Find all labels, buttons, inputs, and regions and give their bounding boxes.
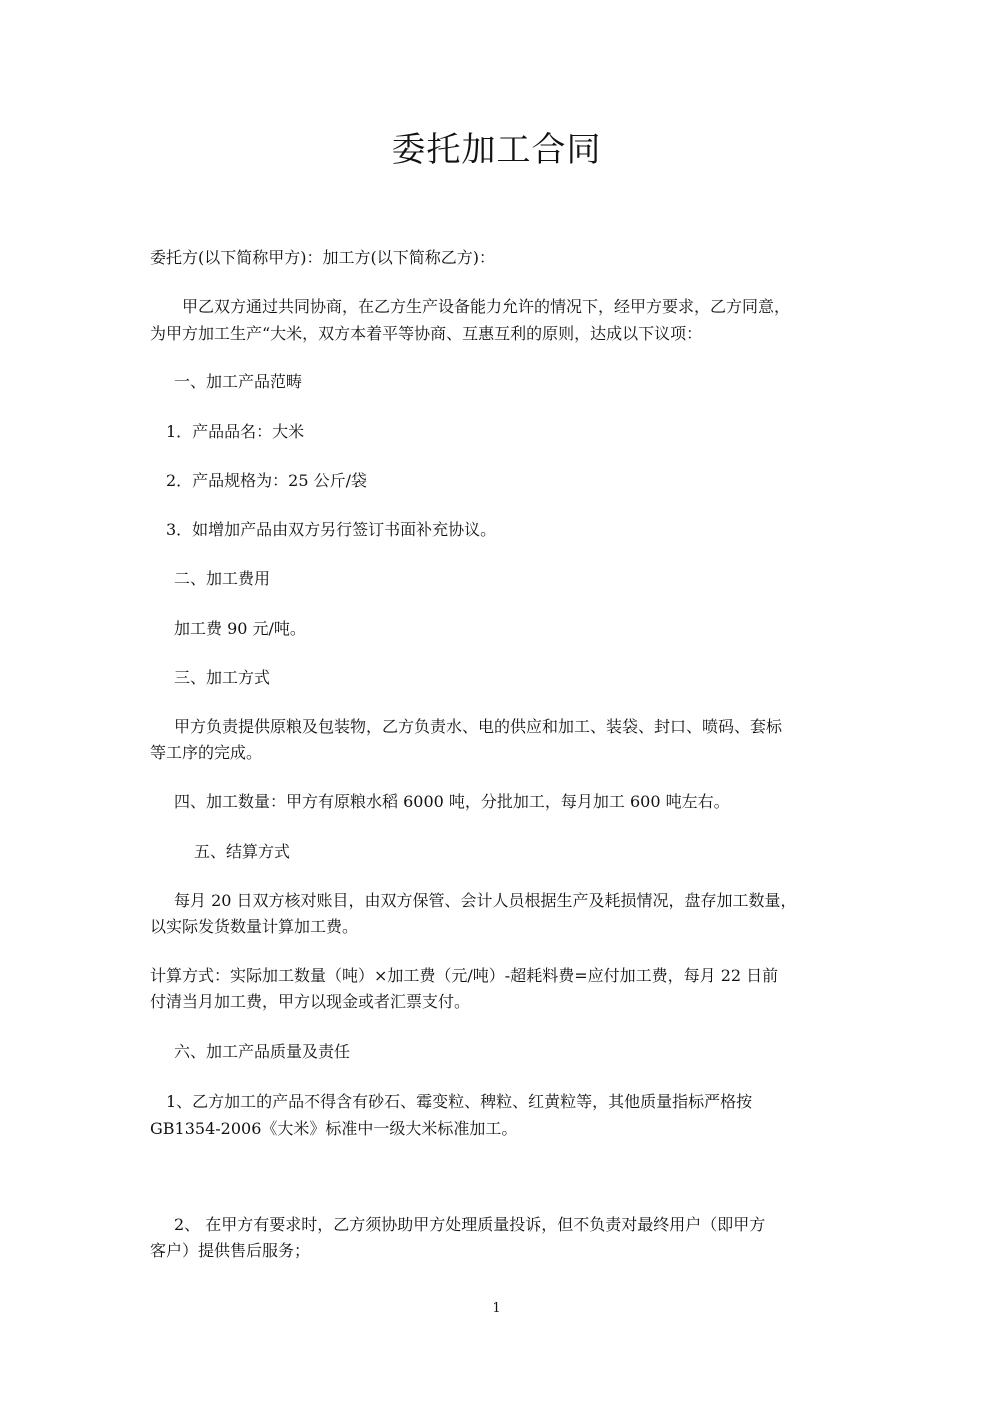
section1-heading: 一、加工产品范畴: [174, 372, 303, 391]
section1-item3: 3．如增加产品由双方另行签订书面补充协议。: [166, 520, 497, 539]
section3-heading: 三、加工方式: [174, 668, 271, 687]
section5-text-line1: 每月 20 日双方核对账目，由双方保管、会计人员根据生产及耗损情况，盘存加工数量，: [174, 891, 797, 910]
intro-line-2: 为甲方加工生产“大米，双方本着平等协商、互惠互利的原则，达成以下议项：: [150, 324, 703, 343]
section6-item2-line1: 2、 在甲方有要求时，乙方须协助甲方处理质量投诉，但不负责对最终用户（即甲方: [174, 1215, 766, 1234]
section5-calc-line1: 计算方式：实际加工数量（吨）×加工费（元/吨）-超耗料费=应付加工费，每月 22 日前: [150, 966, 779, 985]
section4-text: 四、加工数量：甲方有原粮水稻 6000 吨，分批加工，每月加工 600 吨左右。: [174, 792, 730, 811]
section3-text-line2: 等工序的完成。: [150, 743, 263, 762]
parties-line: 委托方(以下简称甲方)：加工方(以下简称乙方)：: [150, 248, 495, 267]
section5-calc-line2: 付清当月加工费，甲方以现金或者汇票支付。: [150, 992, 471, 1011]
section2-heading: 二、加工费用: [174, 569, 271, 588]
section3-text-line1: 甲方负责提供原粮及包装物，乙方负责水、电的供应和加工、装袋、封口、喷码、套标: [174, 717, 783, 736]
section5-heading: 五、结算方式: [194, 842, 291, 861]
section6-item1-line1: 1、乙方加工的产品不得含有砂石、霉变粒、稗粒、红黄粒等，其他质量指标严格按: [166, 1092, 753, 1111]
section6-item2-line2: 客户）提供售后服务；: [150, 1241, 311, 1260]
section6-heading: 六、加工产品质量及责任: [174, 1042, 351, 1061]
page-number: 1: [492, 1301, 501, 1316]
section6-item1-line2: GB1354-2006《大米》标准中一级大米标准加工。: [150, 1119, 518, 1138]
document-title: 委托加工合同: [391, 130, 602, 170]
section2-text: 加工费 90 元/吨。: [174, 619, 306, 638]
section1-item1: 1．产品品名：大米: [166, 422, 305, 441]
section5-text-line2: 以实际发货数量计算加工费。: [150, 917, 359, 936]
section1-item2: 2．产品规格为：25 公斤/袋: [166, 471, 368, 490]
intro-line-1: 甲乙双方通过共同协商，在乙方生产设备能力允许的情况下，经甲方要求，乙方同意，: [182, 297, 791, 316]
